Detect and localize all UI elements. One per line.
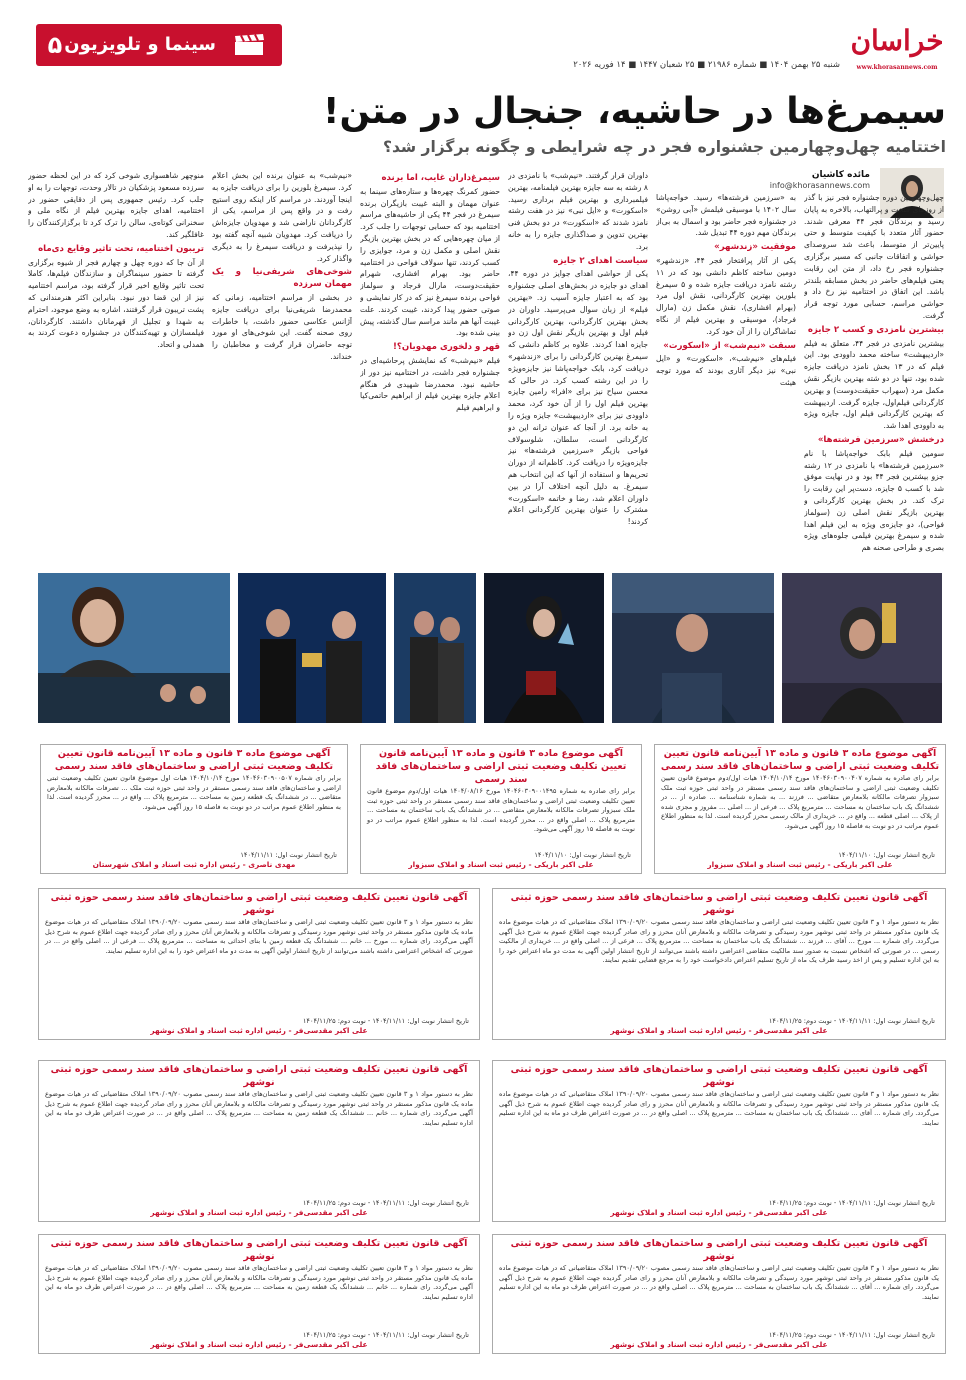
ad-signature: علی اکبر مقدسی‌فر - رئیس اداره ثبت اسناد و املاک نوشهر (610, 1340, 828, 1349)
ad-signature: علی اکبر مقدسی‌فر - رئیس اداره ثبت اسناد و املاک نوشهر (150, 1208, 368, 1217)
article-paragraph: داوران قرار گرفتند. «نیم‌شب» با نامزدی در ۸ رشته به سه جایزه بهترین فیلمنامه، بهترین فیلمبرداری و بهترین فیلم برداری رسید. «اسکورت» و «ایل نبی» نیز در هفت رشته نامزد شدند که «اسکورت» در دو بخش فنی بهترین تدوین و صداگذاری جایزه را به خانه برد. (508, 171, 648, 251)
article-paragraph: حضور کمرنگ چهره‌ها و ستاره‌های سینما به عنوان مهمان و البته غیبت بازیگران برنده سیمرغ در فجر ۴۴ یکی از حاشیه‌های مراسم اختتامیه بود که حسابی توجهات را جلب کرد. از میان چهره‌هایی که در بخش بهترین بازیگر نقش اصلی و مکمل زن و مرد، جوایزی را کسب کردند، تنها سولاف فواحی در اختتامیه حاضر بود. بهرام افشاری، شهرام حقیقت‌دوست، مارال فرجاد و سولماز فواحی برنده سیمرغ نیز که در کار نمایشی و صوتی حضور پیدا کردند، غیبت کردند. علت غیبت آنها هم مانند مراسم سال گذشته، پیش بینی شده بود. (360, 186, 500, 338)
newspaper-logo[interactable] (846, 22, 948, 72)
author-name: مائده کاشیان (811, 170, 870, 180)
article-paragraph: «نیم‌شب» به عنوان برنده این بخش اعلام کرد. سیمرغ بلورین را برای دریافت جایزه به اینجا آوردند. در مراسم کار اینکه روی استیج رفت و در واقع پس از مراسم، یکی از کارگردانان ناراضی شد و مهدویان جایزه‌اش را دریافت کرد. مهدویان شبیه آنچه گفته بود را نپذیرفت و دریافت سیمرغ را به دیگری واگذار کرد. (212, 171, 352, 263)
article-subheading: بیشترین نامزدی و کسب ۲ جایزه (807, 324, 944, 335)
ad-signature: علی اکبر باریکی - رئیس ثبت اسناد و املاک سبزوار (707, 860, 893, 869)
article-column-5 (212, 170, 352, 564)
ad-title: آگهی قانون تعیین تکلیف وضعیت ثبتی اراضی و ساختمان‌های فاقد سند رسمی حوزه ثبتی نوشهر (510, 892, 928, 916)
ad-body: برابر رای صادره به شماره ۱۴۰۴۶۰۳۰۹۰۰۴۰۷ مورخ ۱۴۰۴/۱۰/۱۴ هیات اول/دوم موضوع قانون تعیین تکلیف وضعیت ثبتی اراضی و ساختمان‌های فاقد سند رسمی مستقر در واحد ثبتی حوزه ثبت ملک سبزوار تصرفات مالکانه بلامعارض متقاضی ... فرزند ... به شماره شناسنامه ... صادره از ... در ششدانگ یک باب ساختمان به مساحت ... مترمربع پلاک ... فرعی از ... اصلی ... مفروز و مجزی شده از پلاک ... اصلی قطعه ... واقع در ... خریداری از مالک رسمی محرز گردیده است. لذا به منظور اطلاع عموم مراتب در دو نوبت به فاصله ۱۵ روز آگهی می‌شود. (661, 774, 939, 830)
ad-body: نظر به دستور مواد ۱ و ۳ قانون تعیین تکلیف وضعیت ثبتی اراضی و ساختمان‌های فاقد سند رسمی مصوب ۱۳۹۰/۰۹/۲۰ املاک متقاضیانی که در هیات موضوع ماده یک قانون مذکور مستقر در واحد ثبتی نوشهر مورد رسیدگی و تصرفات مالکانه و بلامعارض آنان محرز و رای صادر گردیده جهت اطلاع عموم به شرح ذیل آگهی می‌گردد. رای شماره ... خانم ... ششدانگ یک قطعه زمین به مساحت ... مترمربع پلاک ... اصلی واقع در ... در صورت اعتراض ظرف دو ماه به این اداره تسلیم نمایند. (45, 1264, 473, 1301)
section-title: سینما و تلویزیون (64, 34, 216, 55)
article-subheading: تریبون اختتامیه، تحت تاثیر وقایع دی‌ماه (38, 243, 204, 254)
ad-title: آگهی موضوع ماده ۳ قانون و ماده ۱۳ آیین‌نامه قانون تعیین تکلیف وضعیت ثبتی اراضی و ساختمان‌های فاقد سند رسمی (660, 748, 940, 772)
ad-title: آگهی موضوع ماده ۳ قانون و ماده ۱۳ آیین‌نامه قانون تعیین تکلیف وضعیت ثبتی اراضی و ساختمان‌های فاقد سند رسمی (54, 748, 334, 772)
ad-body: نظر به دستور مواد ۱ و ۳ قانون تعیین تکلیف وضعیت ثبتی اراضی و ساختمان‌های فاقد سند رسمی مصوب ۱۳۹۰/۰۹/۲۰ املاک متقاضیانی که در هیات موضوع ماده یک قانون مذکور مستقر در واحد ثبتی نوشهر مورد رسیدگی و تصرفات مالکانه و بلامعارض آنان محرز و رای صادر گردیده جهت اطلاع عموم به شرح ذیل آگهی می‌گردد. رای شماره ... مورخ ... آقای ... فرزند ... ششدانگ یک باب ساختمان به مساحت ... مترمربع پلاک ... فرعی از ... اصلی واقع در ... خریداری از مالکیت رسمی ... در صورتی که اشخاص نسبت به صدور سند مالکیت متقاضی اعتراضی داشته باشند می‌توانند از تاریخ انتشار اولین آگهی به مدت دو ماه اعتراض خود را به این اداره تسلیم و پس از اخذ رسید ظرف یک ماه از تاریخ تسلیم اعتراض دادخواست خود را به مرجع قضایی تقدیم نمایند. (499, 918, 939, 965)
article-paragraph: یکی از آثار پرافتخار فجر ۴۴، «زندشهر» دومین ساخته کاظم دانشی بود که در ۱۱ رشته نامزد دریافت جایزه شده و ۵ سیمرغ بلورین بهترین کارگردانی، نقش اول مرد (بهرام افشاری)، نقش مکمل زن (مارال فرجاد)، موسیقی و بهترین فیلم از نگاه تماشاگران را از آن خود کرد. (656, 255, 796, 336)
article-subheading: سیمرغ‌داران غایب، اما برنده (381, 173, 500, 183)
ad-body: برابر رای صادره به شماره ۱۴۰۴۶۰۳۰۹۰۰۱۴۹۵ مورخ ۱۴۰۴/۰۸/۱۶ هیات اول/دوم موضوع قانون تعیین تکلیف وضعیت ثبتی اراضی و ساختمان‌های فاقد سند رسمی مستقر در واحد ثبتی حوزه ثبت ملک سبزوار تصرفات مالکانه بلامعارض متقاضی ... در ششدانگ یک باب ساختمان به مساحت ... مترمربع پلاک ... اصلی واقع در ... محرز گردیده است. لذا به منظور اطلاع عموم مراتب در دو نوبت به فاصله ۱۵ روز آگهی می‌شود. (367, 787, 636, 834)
photo-strip (38, 573, 942, 723)
ad-date: تاریخ انتشار نوبت اول: ۱۴۰۴/۱۱/۱۱ - نوبت دوم: ۱۴۰۴/۱۱/۲۵ (768, 1331, 935, 1339)
ad-body: نظر به دستور مواد ۱ و ۳ قانون تعیین تکلیف وضعیت ثبتی اراضی و ساختمان‌های فاقد سند رسمی مصوب ۱۳۹۰/۰۹/۲۰ املاک متقاضیانی که در هیات موضوع ماده یک قانون مذکور مستقر در واحد ثبتی نوشهر مورد رسیدگی و تصرفات مالکانه و بلامعارض آنان محرز و رای صادر گردیده جهت اطلاع عموم به شرح ذیل آگهی می‌گردد. رای شماره ... خانم ... ششدانگ یک قطعه زمین به مساحت ... مترمربع پلاک ... اصلی واقع در ... در صورت اعتراض ظرف دو ماه به این اداره تسلیم نمایند. (45, 1090, 473, 1127)
ad-box-9[interactable] (38, 1234, 480, 1354)
ad-title: آگهی قانون تعیین تکلیف وضعیت ثبتی اراضی و ساختمان‌های فاقد سند رسمی حوزه ثبتی نوشهر (50, 1064, 468, 1088)
article-subheading: قهر و دلخوری مهدویان؟! (393, 342, 500, 353)
article-column-1 (804, 192, 944, 564)
article-paragraph: فیلم‌های «نیم‌شب»، «اسکورت» و «ایل نبی» نیز دیگر آثاری بودند که مورد توجه هیئت (656, 354, 796, 387)
article-column-2 (656, 192, 796, 564)
ad-box-4[interactable] (492, 888, 946, 1040)
ad-body: نظر به دستور مواد ۱ و ۳ قانون تعیین تکلیف وضعیت ثبتی اراضی و ساختمان‌های فاقد سند رسمی مصوب ۱۳۹۰/۰۹/۲۰ املاک متقاضیانی که در هیات موضوع ماده یک قانون مذکور مستقر در واحد ثبتی نوشهر مورد رسیدگی و تصرفات مالکانه و بلامعارض آنان محرز و رای صادر گردیده جهت اطلاع عموم به شرح ذیل آگهی می‌گردد. رای شماره ... آقای ... ششدانگ یک باب ساختمان به مساحت ... مترمربع پلاک ... اصلی واقع در ... در صورت اعتراض ظرف دو ماه به این اداره تسلیم نمایند. (499, 1264, 939, 1301)
article-paragraph: بیشترین نامزدی در فجر ۴۴، متعلق به فیلم «اردیبهشت» ساخته محمد داوودی بود. این فیلم که در ۱۳ بخش نامزد دریافت جایزه شده بود، تنها در دو شته بهترین بازیگر نقش مکمل مرد (سهراب حقیقت‌دوست) و بهترین کارگردانی فیلم‌اول، جایزه گرفت. اردیبهشت که بهترین کارگردانی فیلم اول، جایزه ویژه به داوودی اهدا شد. (804, 338, 944, 431)
photo-officials-on-stage[interactable] (394, 573, 476, 723)
article-paragraph: به «سرزمین فرشته‌ها» رسید. خواجه‌پاشا سال ۱۴۰۲ با موسیقی فیلمش «آبی روشن» در جشنواره فجر حاضر بود و اسمال به بی‌از برندگان مهم دوره ۴۴ تبدیل شد. (656, 193, 796, 238)
ad-date: تاریخ انتشار نوبت اول: ۱۴۰۴/۱۱/۱۰ (534, 851, 631, 859)
article-paragraph: یکی از حواشی اهدای جوایز در دوره ۴۴، اهدای دو جایزه در بخش‌های اصلی جشنواره بود که به اعتبار جایزه آسیب زد. «بهترین فیلم» از زبان سوال می‌پرسید. داوران در بخش بهترین کارگردانی، بهترین کارگردانی فیلم اول و بهترین بازیگر نقش اول زن دو جایزه اهدا کردند. علاوه بر کاظم دانشی که سیمرغ بهترین کارگردانی را برای «زندشهر» دریافت کرد، بابک خواجه‌پاشا نیز جایزه‌ویژه را در این رشته کسب کرد. در حالی که محسن سیاح نیز برای «افرا» رامین جایزه بهترین فیلم اول را از آن خود کرد، محمد داوودی نیز برای «اردیبهشت» جایزه ویژه را به خانه برد. از آنجا که عنوان ترانه این دو کارگردانی است، سلطان، شلوسولاف فواحی بازیگر «سرزمین فرشته‌ها» نیز جایزه‌ویژه را دریافت کرد. کاظم‌انه از دوران تحریم‌ها و استفاده از آنها که این انتخاب هم سیمرغ. به دلیل آنچه اختلاف آرا در بین داوران اعلام شد، رضا و خاتمه «اسکورت» مشترک را عنوان بهترین کارگردانی اعلام کردند! (508, 269, 648, 527)
ad-title: آگهی قانون تعیین تکلیف وضعیت ثبتی اراضی و ساختمان‌های فاقد سند رسمی حوزه ثبتی نوشهر (50, 1238, 468, 1262)
photo-man-with-statue[interactable] (782, 573, 942, 723)
article-column-3 (508, 170, 648, 564)
article-subheading: شوخی‌های شریفی‌نیا و یک مهمان سرزده (212, 267, 352, 290)
masthead (36, 18, 948, 76)
ad-body: نظر به دستور مواد ۱ و ۳ قانون تعیین تکلیف وضعیت ثبتی اراضی و ساختمان‌های فاقد سند رسمی مصوب ۱۳۹۰/۰۹/۲۰ املاک متقاضیانی که در هیات موضوع ماده یک قانون مذکور مستقر در واحد ثبتی نوشهر مورد رسیدگی و تصرفات مالکانه و بلامعارض آنان محرز و رای صادر گردیده جهت اطلاع عموم به شرح ذیل آگهی می‌گردد. رای شماره ... مورخ ... خانم ... ششدانگ یک قطعه زمین با بنای احداثی به مساحت ... مترمربع پلاک ... فرعی از ... اصلی واقع در ... در صورتی که اشخاص اعتراضی داشته باشند می‌توانند از تاریخ انتشار اولین آگهی به مدت دو ماه اعتراض خود را به این اداره تسلیم نمایند. (45, 918, 473, 955)
photo-award-handover[interactable] (238, 573, 386, 723)
ad-signature: مهدی ناصری - رئیس اداره ثبت اسناد و املاک شهرستان (92, 860, 296, 869)
article-subheading: سیاست اهدای ۲ جایزه (553, 255, 648, 266)
article-paragraph: منوچهر شاهسواری شوخی کرد که در این لحظه حضور سرزده مسعود پزشکیان در تالار وحدت، توجهات را به او جلب کرد. رئیس جمهوری پس از دقایقی حضور در اختتامیه، اهدای جایزه بهترین فیلم از نگاه ملی و سخنرانی کوتاه‌ی، سالن را ترک کرد تا برگزارکنندگان را غافلگیر کند. (28, 171, 204, 239)
photo-woman-with-award[interactable] (484, 573, 604, 723)
article-paragraph: چهل‌وچهارمین دوره جشنواره فجر نیز با گذر از روزهای سخت و پرالتهاب، بالاخره به پایان رسید و برندگان فجر ۴۴ معرفی شدند. حضور آثار متعدد با کیفیت متوسط و حتی پایین‌تر از متوسط، باعث شد سروصدای حواشی و اتفاقات جانبی که مسیر برگزاری جشنواره فجر رخ داد، از متن این رقابت یعنی فیلم‌های حاضر در بخش مسابقه بلندتر باشد. این اتفاق در اختتامیه نیز رخ داد و حواشی مراسم، حسابی مورد توجه قرار گرفت. (804, 193, 944, 320)
ad-signature: علی اکبر مقدسی‌فر - رئیس اداره ثبت اسناد و املاک نوشهر (610, 1026, 828, 1035)
ad-box-5[interactable] (38, 888, 480, 1040)
photo-speaker-podium[interactable] (612, 573, 774, 723)
ad-signature: علی اکبر مقدسی‌فر - رئیس اداره ثبت اسناد و املاک نوشهر (610, 1208, 828, 1217)
article-column-6 (28, 170, 204, 564)
article-subheading: سبقت «نیم‌شب» از «اسکورت» (663, 340, 796, 351)
subheadline: اختتامیه چهل‌وچهارمین جشنواره فجر در چه شرایطی و چگونه برگزار شد؟ (382, 138, 946, 156)
logo-site: www.khorasannews.com (856, 64, 938, 71)
logo-text: خراسان (850, 24, 944, 57)
ad-box-7[interactable] (38, 1060, 480, 1222)
ad-title: آگهی قانون تعیین تکلیف وضعیت ثبتی اراضی و ساختمان‌های فاقد سند رسمی حوزه ثبتی نوشهر (510, 1064, 928, 1088)
ad-date: تاریخ انتشار نوبت اول: ۱۴۰۴/۱۱/۱۱ - نوبت دوم: ۱۴۰۴/۱۱/۲۵ (302, 1017, 469, 1025)
ad-date: تاریخ انتشار نوبت اول: ۱۴۰۴/۱۱/۱۱ - نوبت دوم: ۱۴۰۴/۱۱/۲۵ (768, 1017, 935, 1025)
dateline: شنبه ۲۵ بهمن ۱۴۰۴ ■ شماره ۲۱۹۸۶ ■ ۲۵ شعبان ۱۴۴۷ ■ ۱۴ فوریه ۲۰۲۶ (573, 60, 840, 70)
ad-box-8[interactable] (492, 1234, 946, 1354)
article-paragraph: سومین فیلم بابک خواجه‌پاشا با نام «سرزمین فرشته‌ها» با نامزدی در ۱۲ رشته جزو بیشترین فجر ۴۴ بود و در نهایت موفق شد با کسب ۵ جایزه، دست‌پر این رقابت را ترک کند. در بخش بهترین کارگردانی و بهترین بازیگر نقش اصلی زن (سولماز فواحی)، دو جایزه‌ی ویژه به این فیلم اهدا شده و سیمرغ بهترین فیلمی جلوه‌های ویژه بصری و طراحی صحنه هم (804, 448, 944, 553)
article-paragraph: فیلم «نیم‌شب» که نمایشش پرحاشیه‌ای در جشنواره فجر داشت، در اختتامیه نیز دور از حاشیه نبود. محمدرضا شهیدی فر هنگام اعلام جایزه بهترین فیلم از ابراهیم حاتمی‌کیا و ابراهیم فیلم (360, 355, 500, 413)
ad-date: تاریخ انتشار نوبت اول: ۱۴۰۴/۱۱/۱۱ - نوبت دوم: ۱۴۰۴/۱۱/۲۵ (768, 1199, 935, 1207)
ad-signature: علی اکبر مقدسی‌فر - رئیس اداره ثبت اسناد و املاک نوشهر (150, 1026, 368, 1035)
ad-body: نظر به دستور مواد ۱ و ۳ قانون تعیین تکلیف وضعیت ثبتی اراضی و ساختمان‌های فاقد سند رسمی مصوب ۱۳۹۰/۰۹/۲۰ املاک متقاضیانی که در هیات موضوع ماده یک قانون مذکور مستقر در واحد ثبتی نوشهر مورد رسیدگی و تصرفات مالکانه و بلامعارض آنان محرز و رای صادر گردیده جهت اطلاع عموم به شرح ذیل آگهی می‌گردد. رای شماره ... آقای ... ششدانگ یک باب ساختمان به مساحت ... مترمربع پلاک ... اصلی واقع در ... در صورت اعتراض ظرف دو ماه به این اداره تسلیم نمایند. (499, 1090, 939, 1127)
article-paragraph: از آن جا که دوره چهل و چهارم فجر از شیوه برگزاری گرفته تا حضور سینماگران و سازندگان فیلم‌ها، کاملا تحت تاثیر وقایع اخیر قرار گرفته بود، مراسم اختتامیه نیز از این قضا دور نبود. بنابراین اکثر هنرمندانی که پشت تریبون قرار گرفتند، اشاره به وضع موجود، احترام به شهدا و تجلیل از قهرمانان داشتند. کارگردانان، فیلمسازان و تهیه‌کنندگان در جشنواره دعوت کردند به همدلی و اتحاد. (28, 257, 204, 350)
ad-date: تاریخ انتشار نوبت اول: ۱۴۰۴/۱۱/۱۱ - نوبت دوم: ۱۴۰۴/۱۱/۲۵ (302, 1331, 469, 1339)
page-number: ۵ (47, 31, 63, 59)
ad-date: تاریخ انتشار نوبت اول: ۱۴۰۴/۱۱/۱۱ (240, 851, 337, 859)
article-subheading: درخشش «سرزمین فرشته‌ها» (817, 434, 944, 445)
ad-title: آگهی قانون تعیین تکلیف وضعیت ثبتی اراضی و ساختمان‌های فاقد سند رسمی حوزه ثبتی نوشهر (50, 892, 468, 916)
ad-title: آگهی موضوع ماده ۳ قانون و ماده ۱۳ آیین‌نامه قانون تعیین تکلیف وضعیت ثبتی اراضی و ساختمان‌های فاقد سند رسمی (375, 748, 627, 785)
headline: سیمرغ‌ها در حاشیه، جنجال در متن! (323, 91, 946, 132)
section-banner (36, 24, 282, 66)
clapperboard-icon (233, 34, 267, 56)
ad-signature: علی اکبر مقدسی‌فر - رئیس اداره ثبت اسناد و املاک نوشهر (150, 1340, 368, 1349)
ad-date: تاریخ انتشار نوبت اول: ۱۴۰۴/۱۱/۱۱ - نوبت دوم: ۱۴۰۴/۱۱/۲۵ (302, 1199, 469, 1207)
ad-box-2[interactable] (360, 744, 642, 874)
ad-signature: علی اکبر باریکی - رئیس ثبت اسناد و املاک سبزوار (408, 860, 594, 869)
author-email[interactable]: info@khorasannews.com (769, 181, 870, 190)
article-column-4 (360, 170, 500, 564)
ad-box-3[interactable] (40, 744, 348, 874)
ad-date: تاریخ انتشار نوبت اول: ۱۴۰۴/۱۱/۱۰ (838, 851, 935, 859)
article-subheading: موفقیت «زندشهر» (714, 242, 796, 253)
ad-title: آگهی قانون تعیین تکلیف وضعیت ثبتی اراضی و ساختمان‌های فاقد سند رسمی حوزه ثبتی نوشهر (510, 1238, 928, 1262)
article-paragraph: در بخشی از مراسم اختتامیه، زمانی که محمدرضا شریفی‌نیا برای دریافت جایزه آژانس عکاسی حضور داشت، با خاطرات روی صحنه گفت. این شوخی‌های او مورد توجه حاضران قرار گرفت و مخاطبان را خنداند. (212, 292, 352, 361)
ad-body: برابر رای شماره ۱۴۰۴۶۰۳۰۹۰۰۵۰۷ مورخ ۱۴۰۴/۱۰/۱۴ هیات اول موضوع قانون تعیین تکلیف وضعیت ثبتی اراضی و ساختمان‌های فاقد سند رسمی مستقر در واحد ثبتی حوزه ثبت ملک ... تصرفات مالکانه بلامعارض متقاضی ... در ششدانگ یک قطعه زمین به مساحت ... مترمربع پلاک ... واقع در ... محرز گردیده است. لذا به منظور اطلاع عموم مراتب در دو نوبت به فاصله ۱۵ روز آگهی می‌شود. (47, 774, 342, 811)
ad-box-1[interactable] (654, 744, 946, 874)
ad-box-6[interactable] (492, 1060, 946, 1222)
photo-actress-closeup[interactable] (38, 573, 230, 723)
